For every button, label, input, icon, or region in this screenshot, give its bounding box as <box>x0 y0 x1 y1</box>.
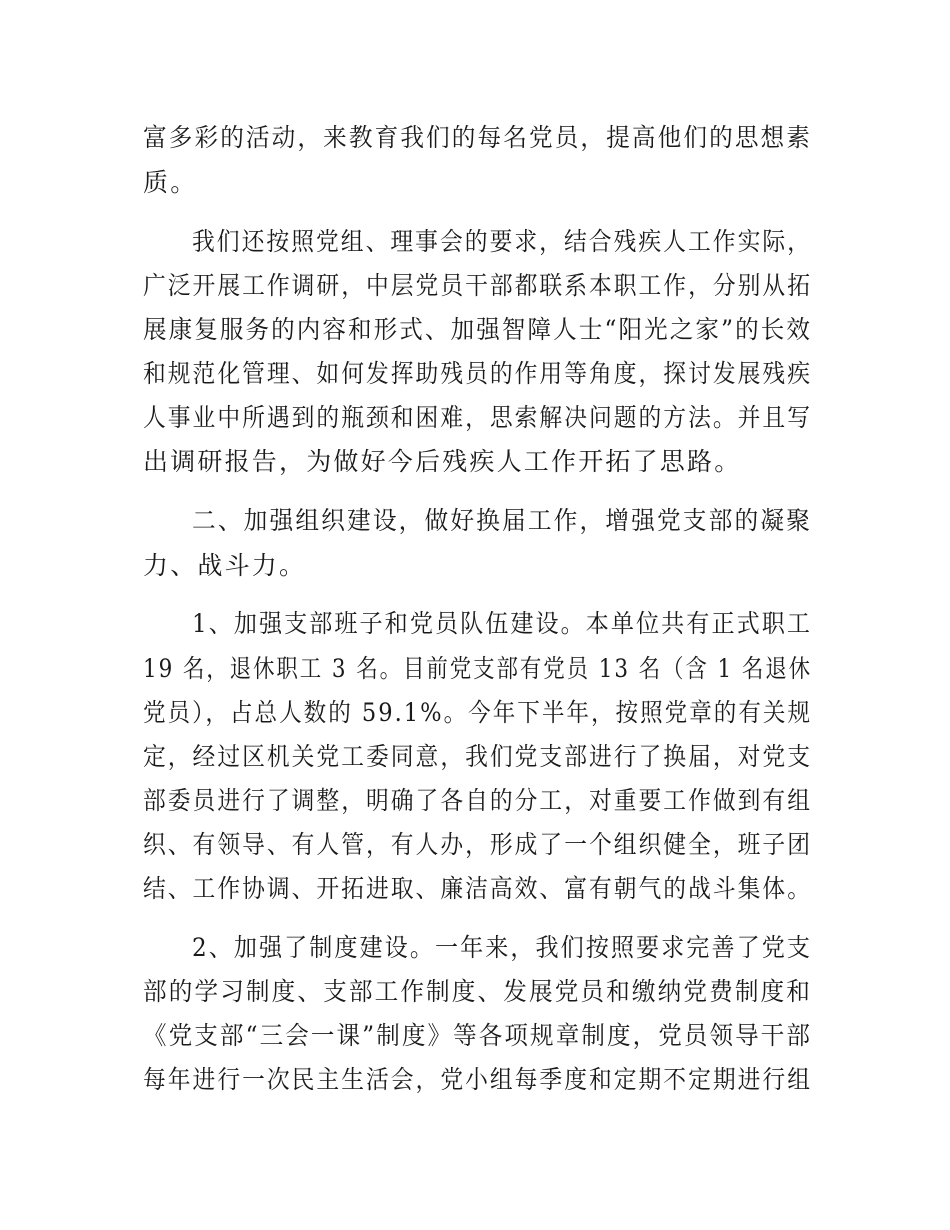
text-line: 展康复服务的内容和形式、加强智障人士“阳光之家”的长效 <box>143 315 813 344</box>
text-line: 织、有领导、有人管，有人办，形成了一个组织健全，班子团 <box>143 830 812 859</box>
text-line: 广泛开展工作调研，中层党员干部都联系本职工作，分别从拓 <box>143 271 812 300</box>
text-line: 和规范化管理、如何发挥助残员的作用等角度，探讨发展残疾 <box>143 359 812 388</box>
text-line: 部的学习制度、支部工作制度、发展党员和缴纳党费制度和 <box>143 977 813 1006</box>
text-line: 1、加强支部班子和党员队伍建设。本单位共有正式职工 <box>192 609 812 638</box>
text-line: 人事业中所遇到的瓶颈和困难，思索解决问题的方法。并且写 <box>143 403 812 432</box>
text-line: 我们还按照党组、理事会的要求，结合残疾人工作实际， <box>192 227 812 256</box>
text-line: 力、战斗力。 <box>143 551 307 580</box>
text-line: 每年进行一次民主生活会，党小组每季度和定期不定期进行组 <box>143 1065 812 1094</box>
text-line: 党员），占总人数的 59.1%。今年下半年，按照党章的有关规 <box>143 698 813 727</box>
text-line: 《党支部“三会一课”制度》等各项规章制度，党员领导干部 <box>143 1021 813 1050</box>
text-line: 二、加强组织建设，做好换届工作，增强党支部的凝聚 <box>192 506 812 535</box>
text-line: 2、加强了制度建设。一年来，我们按照要求完善了党支 <box>192 933 812 962</box>
text-line: 质。 <box>143 168 198 197</box>
text-line: 结、工作协调、开拓进取、廉洁高效、富有朝气的战斗集体。 <box>143 874 812 903</box>
text-line: 部委员进行了调整，明确了各自的分工，对重要工作做到有组 <box>143 786 812 815</box>
text-line: 富多彩的活动，来教育我们的每名党员，提高他们的思想素 <box>143 123 813 152</box>
text-line: 出调研报告，为做好今后残疾人工作开拓了思路。 <box>143 447 742 476</box>
text-line: 定，经过区机关党工委同意，我们党支部进行了换届，对党支 <box>143 742 812 771</box>
text-line: 19 名，退休职工 3 名。目前党支部有党员 13 名（含 1 名退休 <box>143 654 812 683</box>
